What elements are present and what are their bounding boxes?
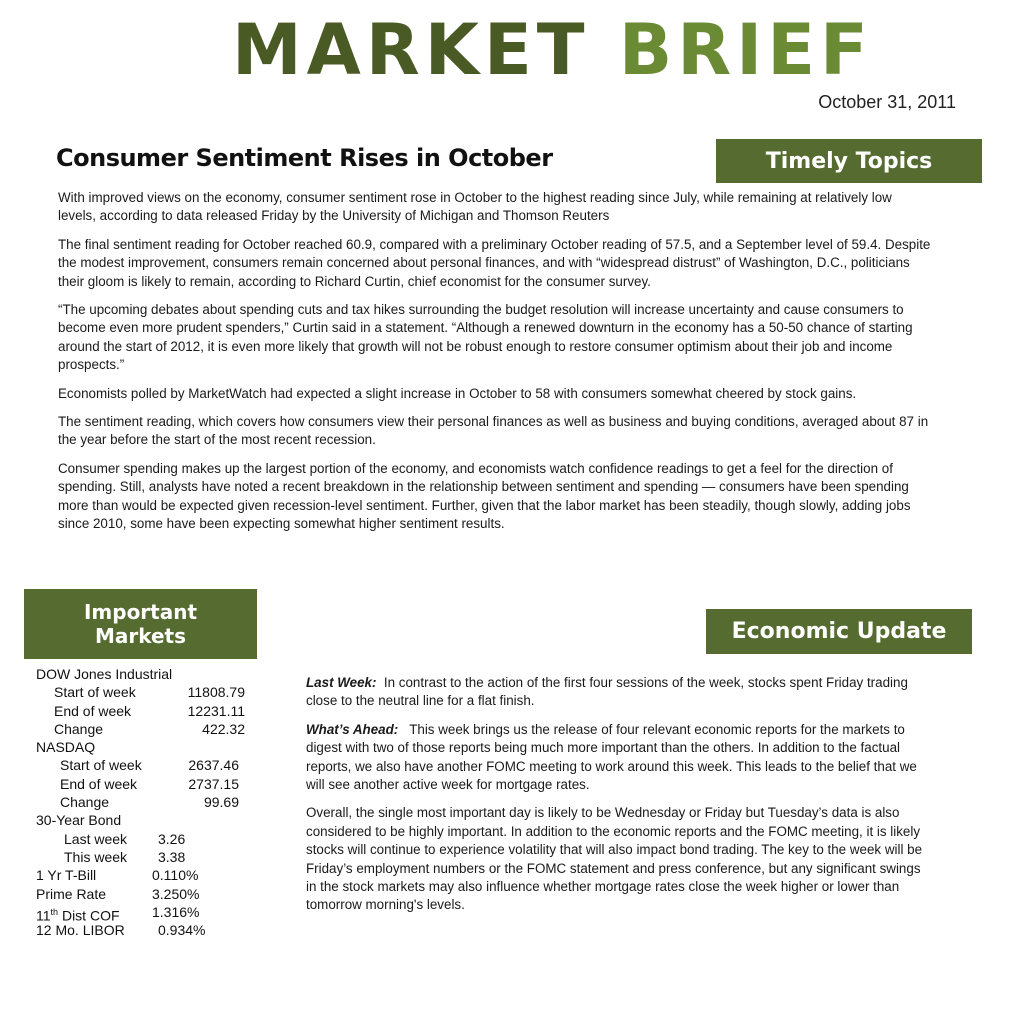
market-value: 2737.15: [188, 775, 239, 792]
article-paragraph: The sentiment reading, which covers how consumers view their personal finances as well as business and buying conditions, averaged about 87 in the year before the start of the most recent recession.: [58, 414, 929, 448]
market-row: [36, 720, 256, 738]
market-label: Start of week: [60, 757, 142, 774]
market-row-prime: [36, 885, 256, 903]
article-paragraph: With improved views on the economy, consumer sentiment rose in October to the highest reading since July, while remaining at relatively low levels, according to data released Friday by the University of Michigan and Thomson Reuters: [58, 190, 892, 224]
market-value: 11808.79: [187, 684, 245, 701]
market-label: End of week: [54, 702, 132, 719]
article-paragraph: Economists polled by MarketWatch had expected a slight increase in October to 58 with consumers somewhat cheered by stock gains.: [58, 385, 857, 401]
important-markets-table: [36, 665, 256, 939]
market-row: [36, 775, 256, 793]
market-value: 99.69: [203, 794, 239, 811]
market-value: 3.38: [158, 848, 186, 865]
econ-paragraph-last-week: [306, 674, 934, 711]
market-row-bond: [36, 811, 256, 829]
article-paragraph: Consumer spending makes up the largest portion of the economy, and economists watch confidence readings to get a feel for the direction of spending. Still, analysts have noted a recent breakdown in the relationship between sentiment and spending — consumers have been spending more than would be expected given recession-level sentiment. Further, given that the labor market has been steadily, though slowly, adding jobs since 2010, some have been expecting somewhat higher sentiment results.: [58, 460, 911, 532]
article-paragraph: “The upcoming debates about spending cuts and tax hikes surrounding the budget resolution will increase uncertainty and cause consumers to become even more prudent spenders,” Curtin said in a statement. “Although a renewed downturn in the economy has a 50-50 chance of starting around the start of 2012, it is even more likely that growth will not be robust enough to restore consumer optimism about their job and income prospects.”: [58, 302, 913, 373]
economic-update-body: [306, 674, 934, 925]
article-body: [58, 189, 932, 544]
masthead-word-brief: BRIEF: [618, 9, 873, 91]
econ-text: In contrast to the action of the first four sessions of the week, stocks spent Friday trading close to the neutral line for a flat finish.: [306, 675, 908, 709]
article-headline: Consumer Sentiment Rises in October: [56, 144, 553, 172]
market-label: Last week: [64, 830, 128, 847]
market-label: 12 Mo. LIBOR: [36, 922, 125, 939]
market-label-ordinal: th: [50, 906, 59, 917]
market-label: End of week: [60, 775, 138, 792]
market-row: [36, 830, 256, 848]
market-row-tbill: [36, 866, 256, 884]
economic-update-title: Economic Update: [731, 619, 947, 644]
market-value: 2637.46: [188, 757, 239, 774]
market-label: This week: [64, 848, 128, 865]
market-value: 0.934%: [158, 922, 206, 939]
market-row: [36, 683, 256, 701]
market-name: NASDAQ: [36, 739, 96, 756]
market-label: 1 Yr T-Bill: [36, 867, 97, 884]
economic-update-banner: [706, 609, 972, 654]
market-row: [36, 793, 256, 811]
masthead-word-market: MARKET: [232, 9, 590, 91]
market-row: [36, 702, 256, 720]
market-label: Prime Rate: [36, 885, 107, 902]
market-value: 0.110%: [152, 867, 199, 884]
important-markets-title-line2: Markets: [94, 624, 187, 648]
issue-date: October 31, 2011: [818, 92, 956, 112]
market-label: Change: [54, 720, 104, 737]
market-value: 3.250%: [152, 885, 200, 902]
market-value: 3.26: [158, 830, 186, 847]
timely-topics-banner: [716, 139, 982, 183]
market-row-cof: [36, 903, 256, 924]
econ-text: This week brings us the release of four relevant economic reports for the markets to digest with two of those reports being much more important than the others. In addition to the factual reports, we also have another FOMC meeting to work around this week. This leads to the belief that we will see another active week for mortgage rates.: [306, 721, 917, 793]
market-value: 1.316%: [152, 903, 200, 920]
market-row-libor: [36, 921, 256, 939]
market-row-nasdaq: [36, 738, 256, 756]
econ-lead: Last Week:: [306, 675, 377, 690]
market-label-text: Dist COF: [58, 907, 120, 924]
market-value: 422.32: [202, 720, 245, 737]
market-row-dow: [36, 665, 256, 683]
market-value: 12231.11: [187, 702, 245, 719]
market-name: 30-Year Bond: [36, 812, 122, 829]
market-row: [36, 756, 256, 774]
timely-topics-label: Timely Topics: [765, 148, 933, 174]
important-markets-banner: [24, 589, 257, 659]
article-paragraph: The final sentiment reading for October reached 60.9, compared with a preliminary October reading of 57.5, and a September level of 59.4. Despite the modest improvement, consumers remain concerned about personal finances, and with “widespread distrust” of Washington, D.C., politicians their gloom is likely to remain, according to Richard Curtin, chief economist for the consumer survey.: [58, 236, 931, 289]
econ-lead: What’s Ahead:: [306, 721, 399, 737]
masthead-title: [232, 10, 972, 90]
market-label: Start of week: [54, 684, 136, 701]
market-row: [36, 848, 256, 866]
market-name: DOW Jones Industrial: [36, 666, 173, 682]
market-label-number: 11: [36, 907, 51, 924]
econ-paragraph-ahead: [306, 721, 934, 795]
econ-paragraph-overall: Overall, the single most important day is likely to be Wednesday or Friday but Tuesday’s data is also considered to be highly important. In addition to the economic reports and the FOMC meeting, it is likely stocks will continue to experience volatility that will also impact bond trading. The key to the week will be Friday’s employment numbers or the FOMC statement and press conference, but any significant swings in the stock markets may also influence whether mortgage rates close the week higher or lower than tomorrow morning's levels.: [306, 805, 923, 913]
market-label: Change: [60, 794, 110, 811]
important-markets-title-line1: Important: [83, 600, 198, 624]
